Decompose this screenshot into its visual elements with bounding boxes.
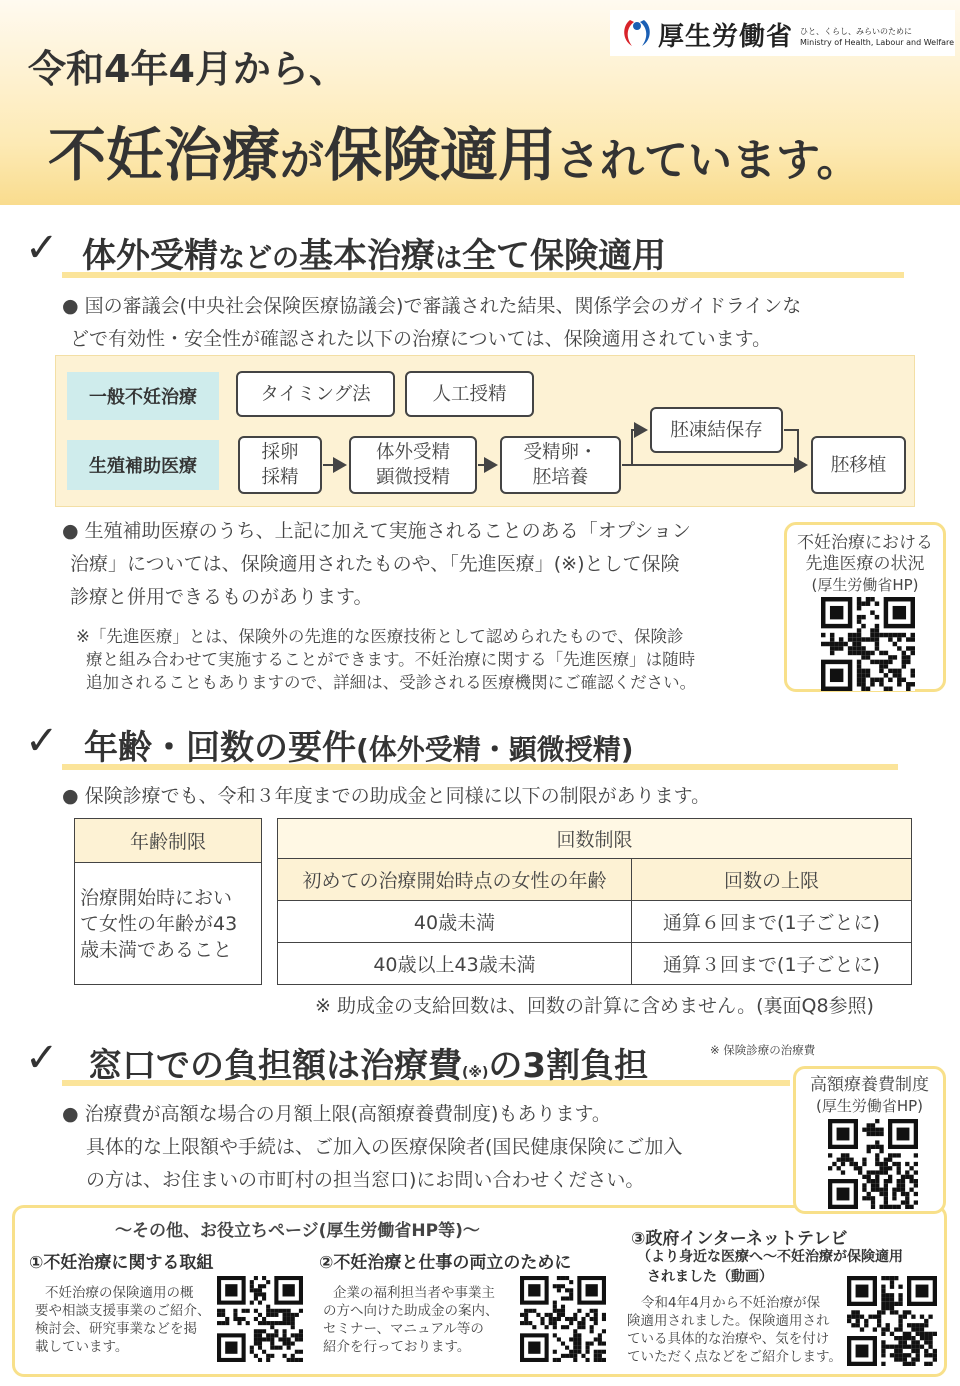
section2-paragraph: ● 保険診療でも、令和３年度までの助成金と同様に以下の制限があります。 — [62, 785, 711, 807]
useful-item-1-text: 不妊治療の保険適用の概 要や相談支援事業のご紹介、 検討会、研究事業などを掲 載しています。 — [35, 1285, 211, 1355]
header-line1: 令和4年4月から、 — [28, 47, 347, 91]
headline-part-1: 不妊治療 — [48, 121, 281, 189]
section1-paragraph: ● 国の審議会(中央社会保険医療協議会)で審議された結果、関係学会のガイドラインな どで有効性・安全性が確認された以下の治療については、保険適用されています。 — [62, 295, 802, 350]
section2-footnote: ※ 助成金の支給回数は、回数の計算に含めません。(裏面Q8参照) — [315, 995, 874, 1017]
table-row: 40歳以上43歳未満 通算３回まで(1子ごとに) — [278, 943, 912, 985]
headline-part-4: されています。 — [556, 135, 861, 186]
flow-box-insemination: 人工授精 — [405, 371, 534, 417]
table-row: 40歳未満 通算６回まで(1子ごとに) — [278, 901, 912, 943]
logo-tagline: ひと、くらし、みらいのために — [800, 27, 912, 36]
flow-label-art: 生殖補助医療 — [67, 440, 219, 490]
flow-arrows — [0, 0, 960, 520]
logo-english: Ministry of Health, Labour and Welfare — [800, 38, 955, 47]
useful-item-3-title[interactable]: ③政府インターネットテレビ — [631, 1229, 848, 1249]
flow-box-ivf: 体外受精 顕微授精 — [349, 436, 477, 494]
qr-code-icon[interactable] — [828, 1119, 918, 1209]
section1-note: ※「先進医療」とは、保険外の先進的な医療技術として認められたもので、保険診 療と組み合わせて実施することができます。不妊治療に関する「先進医療」は随時 追加されることもありますので、詳細は、受診される医療機関にご確認ください。 — [76, 627, 697, 692]
flow-box-transfer: 胚移植 — [811, 436, 906, 494]
section2-title: 年齢・回数の要件(体外受精・顕微授精) — [84, 728, 634, 768]
useful-pages-panel — [12, 1205, 947, 1377]
logo-name: 厚生労働省 — [658, 22, 794, 52]
qr-code-icon[interactable] — [217, 1276, 303, 1362]
flow-box-freeze: 胚凍結保存 — [650, 407, 783, 453]
qr-card-advanced-medicine[interactable]: 不妊治療における 先進医療の状況 (厚生労働省HP) — [784, 522, 946, 692]
flow-arrow-3 — [622, 430, 646, 465]
age-limit-table — [74, 818, 262, 985]
qr-code-icon[interactable] — [847, 1276, 937, 1366]
col-header-limit: 回数の上限 — [632, 859, 912, 901]
useful-item-3-text: 令和4年4月から不妊治療が保 険適用されました。保険適用され ている具体的な治療や、気を付け ていただく点などをご紹介します。 — [627, 1295, 842, 1365]
age-limit-header: 年齢制限 — [75, 819, 262, 863]
useful-item-2-text: 企業の福利担当者や事業主 の方へ向けた助成金の案内、 セミナー、マニュアル等の 紹介を行っております。 — [323, 1285, 499, 1355]
col-header-age: 初めての治療開始時点の女性の年齢 — [278, 859, 632, 901]
section3-title: 窓口での負担額は治療費(※)の3割負担 — [88, 1046, 649, 1086]
useful-item-3-sub2: されました（動画） — [647, 1269, 773, 1285]
qr-card-high-cost[interactable]: 高額療養費制度 (厚生労働省HP) — [793, 1066, 946, 1214]
useful-item-2-title[interactable]: ②不妊治療と仕事の両立のために — [319, 1253, 572, 1273]
section1-title: 体外受精などの基本治療は全て保険適用 — [82, 236, 666, 276]
check-icon: ✓ — [25, 1035, 59, 1081]
check-icon: ✓ — [25, 225, 59, 271]
count-limit-table — [277, 818, 912, 985]
section3-side-note: ※ 保険診療の治療費 — [710, 1043, 816, 1057]
flow-box-culture: 受精卵・ 胚培養 — [500, 436, 621, 494]
flow-label-general: 一般不妊治療 — [67, 372, 219, 420]
useful-item-3-sub1: （より身近な医療へ～不妊治療が保険適用 — [637, 1249, 903, 1265]
flow-box-retrieval: 採卵 採精 — [238, 436, 322, 494]
count-limit-header: 回数制限 — [278, 819, 912, 859]
age-limit-body: 治療開始時におい て女性の年齢が43 歳未満であること — [75, 863, 262, 985]
headline-part-2: が — [280, 135, 325, 186]
useful-pages-title: ～その他、お役立ちページ(厚生労働省HP等)～ — [115, 1221, 480, 1241]
useful-item-1-title[interactable]: ①不妊治療に関する取組 — [29, 1253, 214, 1273]
flow-arrow-5 — [784, 430, 798, 465]
check-icon: ✓ — [25, 718, 59, 764]
qr-code-icon[interactable] — [821, 597, 915, 691]
section1-paragraph-2: ● 生殖補助医療のうち、上記に加えて実施されることのある「オプション 治療」については、保険適用されたものや、「先進医療」(※)として保険 診療と併用できるものがあります。 — [62, 520, 691, 608]
qr-code-icon[interactable] — [520, 1276, 606, 1362]
section3-paragraph: ● 治療費が高額な場合の月額上限(高額療養費制度)もあります。 具体的な上限額や手続は、ご加入の医療保険者(国民健康保険にご加入 の方は、お住まいの市町村の担当窓口)にお問い合わせください。 — [62, 1103, 683, 1191]
flow-box-timing: タイミング法 — [236, 371, 395, 417]
headline-part-3: 保険適用 — [324, 121, 557, 189]
